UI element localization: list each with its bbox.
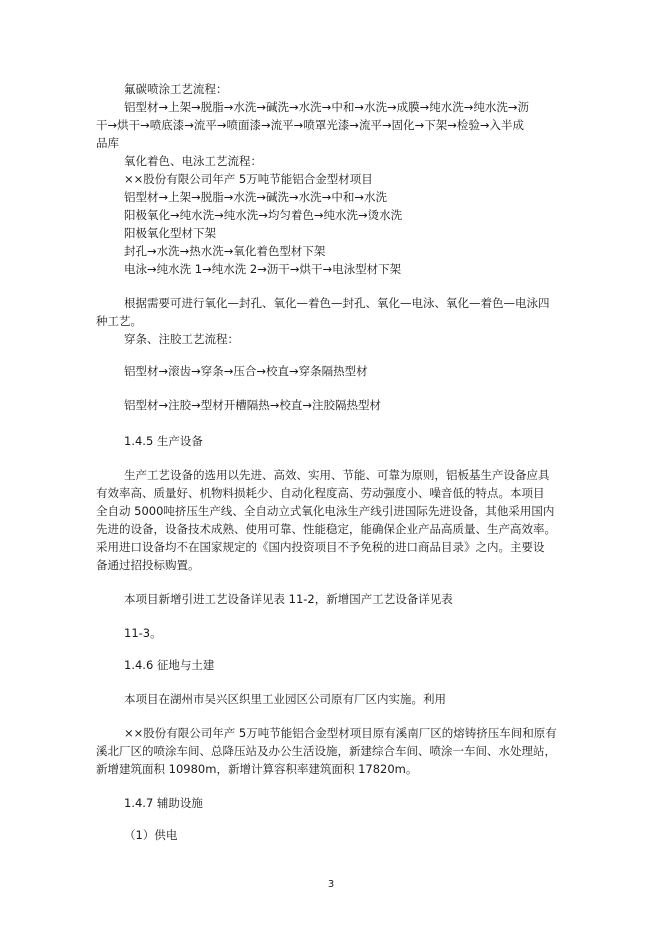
thermal-break-heading: 穿条、注胶工艺流程： bbox=[124, 332, 239, 346]
section-heading: 1.4.6 征地与土建 bbox=[124, 658, 215, 672]
paragraph-line: 先进的设备，设备技术成熟、使用可靠、性能稳定，能确保企业产品高质量、生产高效率。 bbox=[96, 522, 556, 536]
process-line: 品库 bbox=[96, 136, 119, 150]
project-line: ××股份有限公司年产 5万吨节能铝合金型材项目 bbox=[124, 172, 373, 186]
paragraph-line: 溪北厂区的喷涂车间、总降压站及办公生活设施，新建综合车间、喷涂一车间、水处理站， bbox=[96, 744, 556, 758]
fluorocarbon-heading: 氟碳喷涂工艺流程： bbox=[124, 82, 228, 96]
paragraph-line: ××股份有限公司年产 5万吨节能铝合金型材项目原有溪南厂区的熔铸挤压车间和原有 bbox=[124, 726, 557, 740]
paragraph-line: 种工艺。 bbox=[96, 314, 142, 328]
process-line: 阳极氧化型材下架 bbox=[124, 226, 216, 240]
paragraph-line: 本项目新增引进工艺设备详见表 11-2，新增国产工艺设备详见表 bbox=[124, 592, 453, 606]
paragraph-line: 采用进口设备均不在国家规定的《国内投资项目不予免税的进口商品目录》之内。主要设 bbox=[96, 540, 545, 554]
process-line: 电泳→纯水洗 1→纯水洗 2→沥干→烘干→电泳型材下架 bbox=[124, 262, 402, 276]
section-heading: 1.4.5 生产设备 bbox=[124, 434, 203, 448]
oxidation-heading: 氧化着色、电泳工艺流程： bbox=[124, 154, 262, 168]
process-line: 铝型材→滚齿→穿条→压合→校直→穿条隔热型材 bbox=[124, 364, 368, 378]
paragraph-line: 11-3。 bbox=[124, 626, 162, 640]
paragraph-line: 生产工艺设备的选用以先进、高效、实用、节能、可靠为原则，铝板基生产设备应具 bbox=[124, 468, 550, 482]
page-number: 3 bbox=[327, 879, 335, 890]
subsection-heading: （1）供电 bbox=[124, 828, 178, 842]
process-line: 封孔→水洗→热水洗→氧化着色型材下架 bbox=[124, 244, 326, 258]
process-line: 铝型材→注胶→型材开槽隔热→校直→注胶隔热型材 bbox=[124, 398, 382, 412]
process-line: 铝型材→上架→脱脂→水洗→碱洗→水洗→中和→水洗 bbox=[124, 190, 387, 204]
process-line: 铝型材→上架→脱脂→水洗→碱洗→水洗→中和→水洗→成膜→纯水洗→纯水洗→沥 bbox=[124, 100, 529, 114]
paragraph-line: 根据需要可进行氧化—封孔、氧化—着色—封孔、氧化—电泳、氧化—着色—电泳四 bbox=[124, 296, 550, 310]
process-line: 干→烘干→喷底漆→流平→喷面漆→流平→喷罩光漆→流平→固化→下架→检验→入半成 bbox=[96, 118, 524, 132]
paragraph-line: 有效率高、质量好、机物料损耗少、自动化程度高、劳动强度小、噪音低的特点。本项目 bbox=[96, 486, 545, 500]
paragraph-line: 全自动 5000吨挤压生产线、全自动立式氧化电泳生产线引进国际先进设备，其他采用国内 bbox=[96, 504, 555, 518]
paragraph-line: 本项目在湖州市吴兴区织里工业园区公司原有厂区内实施。利用 bbox=[124, 692, 446, 706]
process-line: 阳极氧化→纯水洗→纯水洗→均匀着色→纯水洗→烫水洗 bbox=[124, 208, 403, 222]
paragraph-line: 备通过招投标购置。 bbox=[96, 558, 200, 572]
paragraph-line: 新增建筑面积 10980m，新增计算容积率建筑面积 17820m。 bbox=[96, 762, 418, 776]
section-heading: 1.4.7 辅助设施 bbox=[124, 796, 203, 810]
